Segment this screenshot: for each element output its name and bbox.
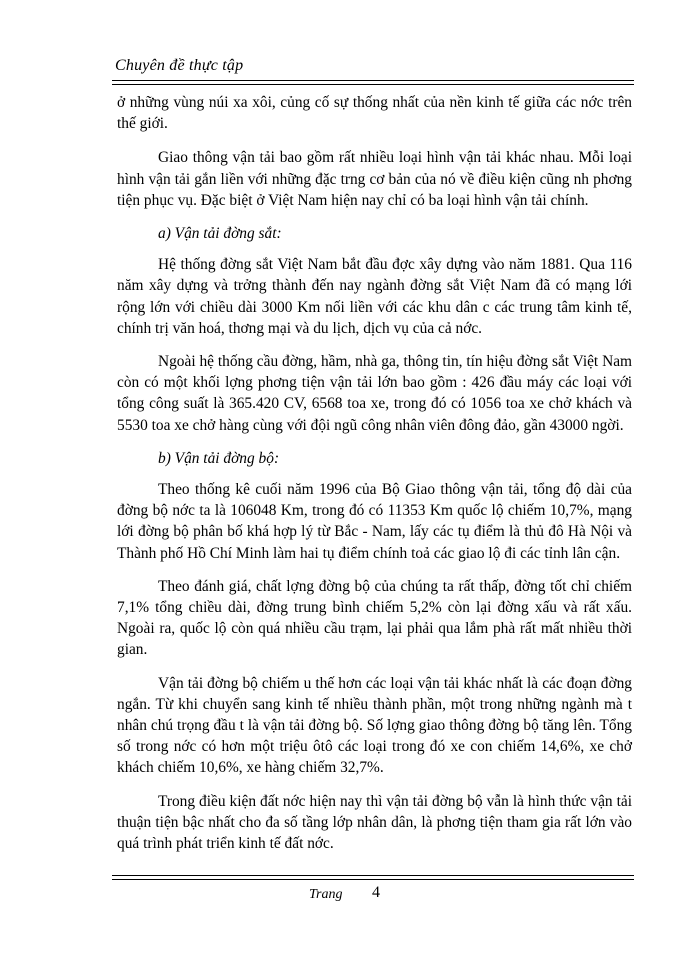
header-title: Chuyên đề thực tập xyxy=(115,57,244,74)
paragraph-railway-fleet: Ngoài hệ thống cầu đờng, hầm, nhà ga, thông tin, tín hiệu đờng sắt Việt Nam còn có một khối lợng phơng tiện vận tải lớn bao gồm : 426 đầu máy các loại với tổng công suất là 365.420 CV, 6568 toa xe, trong đó có 1056 toa xe chở khách và 5530 toa xe chở hàng cùng với đội ngũ công nhân viên đông đảo, gần 43000 ngời. xyxy=(117,353,632,434)
page-body xyxy=(117,92,632,866)
footer-rule-bottom xyxy=(112,879,634,880)
header-rule-top xyxy=(112,80,634,81)
paragraph-road-advantage: Vận tải đờng bộ chiếm u thế hơn các loại vận tải khác nhất là các đoạn đờng ngắn. Từ khi chuyển sang kinh tế nhiều thành phần, một trong những ngành mà t nhân chú trọng đầu t là vận tải đờng bộ. Số lợng giao thông đờng bộ tăng lên. Tổng số trong nớc có hơn một triệu ôtô các loại trong đó xe con chiếm 14,6%, xe chở khách chiếm 10,6%, xe hàng chiếm 32,7%. xyxy=(117,674,632,777)
footer-page-number: 4 xyxy=(372,884,380,901)
paragraph-transport-types: Giao thông vận tải bao gồm rất nhiều loại hình vận tải khác nhau. Mỗi loại hình vận tải gắn liền với những đặc trng cơ bản của nó về điều kiện cũng nh phơng tiện phục vụ. Đặc biệt ở Việt Nam hiện nay chỉ có ba loại hình vận tải chính. xyxy=(117,149,632,209)
section-heading-railway: a) Vận tải đờng sắt: xyxy=(158,225,282,243)
header-rule-bottom xyxy=(112,84,634,85)
paragraph-road-conclusion: Trong điều kiện đất nớc hiện nay thì vận tải đờng bộ vẫn là hình thức vận tải thuận tiện bậc nhất cho đa số tầng lớp nhân dân, là phơng tiện tham gia rất lớn vào quá trình phát triển kinh tế đất nớc. xyxy=(117,792,632,853)
section-heading-road: b) Vận tải đờng bộ: xyxy=(158,449,280,467)
paragraph-railway-history: Hệ thống đờng sắt Việt Nam bắt đầu đợc xây dựng vào năm 1881. Qua 116 năm xây dựng và trởng thành đến nay ngành đờng sắt Việt Nam đã có mạng lới rộng lớn với chiều dài 3000 Km nối liền với các khu dân c các trung tâm kinh tế, chính trị văn hoá, thơng mại và du lịch, dịch vụ của cả nớc. xyxy=(117,256,632,337)
paragraph-road-stats: Theo thống kê cuối năm 1996 của Bộ Giao thông vận tải, tổng độ dài của đờng bộ nớc ta là 106048 Km, trong đó có 11353 Km quốc lộ chiếm 10,7%, mạng lới đờng bộ phân bố khá hợp lý từ Bắc - Nam, lấy các tụ điểm là thủ đô Hà Nội và Thành phố Hồ Chí Minh làm hai tụ điểm chính toả các giao lộ đi các tỉnh lân cận. xyxy=(117,481,632,562)
footer-page-label: Trang xyxy=(309,887,343,902)
paragraph-intro: ở những vùng núi xa xôi, củng cố sự thống nhất của nền kinh tế giữa các nớc trên thế giới. xyxy=(117,94,632,133)
footer-rule-top xyxy=(112,875,634,876)
paragraph-road-quality: Theo đánh giá, chất lợng đờng bộ của chúng ta rất thấp, đờng tốt chỉ chiếm 7,1% tổng chiều dài, đờng trung bình chiếm 5,2% còn lại đờng xấu và rất xấu. Ngoài ra, quốc lộ còn quá nhiều cầu trạm, lại phải qua lắm phà rất mất nhiều thời gian. xyxy=(117,577,632,659)
